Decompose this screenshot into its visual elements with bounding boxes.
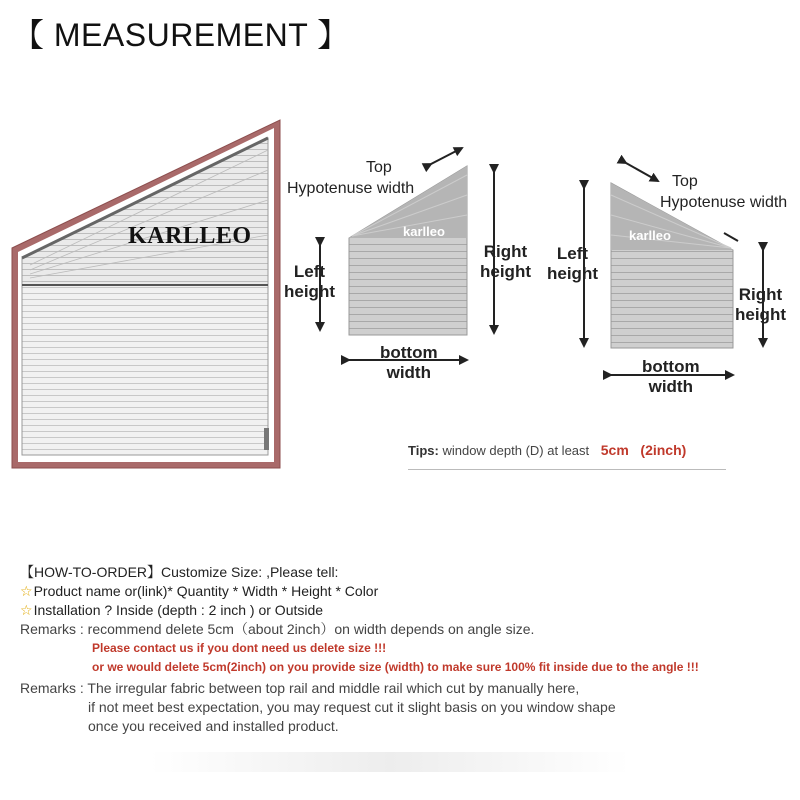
top-label-2: Top (672, 173, 698, 190)
hypotenuse-arrow-1 (431, 148, 462, 164)
star-icon: ☆ (20, 602, 33, 618)
tips-value-inch: (2inch) (640, 442, 687, 458)
brand-small-1: karlleo (403, 224, 445, 239)
left-height-label-1: Left height (284, 262, 335, 301)
left-height-label-2: Left height (547, 244, 598, 283)
top-label-1: Top (366, 159, 392, 176)
right-height-label-2: Right height (735, 285, 786, 324)
warning-contact: Please contact us if you dont need us delete size !!! (92, 641, 387, 655)
order-heading: 【HOW-TO-ORDER】Customize Size: ,Please tell: (20, 564, 339, 580)
tips-underline (408, 469, 726, 470)
faint-smudge (150, 752, 630, 772)
page-title: 【 MEASUREMENT 】 (12, 17, 350, 53)
remark-fabric-3: once you received and installed product. (88, 718, 339, 734)
tips-text: window depth (D) at least (442, 443, 590, 458)
warning-delete: or we would delete 5cm(2inch) on you provide size (width) to make sure 100% fit inside due to the angle !!! (92, 660, 699, 674)
hypotenuse-label-2: Hypotenuse width (660, 194, 788, 211)
remark-fabric: Remarks : The irregular fabric between top rail and middle rail which cut by manually here, (20, 680, 580, 696)
remark-delete-width: Remarks : recommend delete 5cm（about 2inch）on width depends on angle size. (20, 621, 535, 637)
bottom-width-label-1: bottom width (380, 343, 438, 382)
order-line-installation: ☆Installation ? Inside (depth : 2 inch ) or Outside (20, 602, 324, 618)
bottom-width-label-2: bottom width (642, 357, 700, 396)
hypotenuse-arrow-2 (626, 163, 658, 181)
remark-fabric-2: if not meet best expectation, you may request cut it slight basis on you window shape (88, 699, 616, 715)
order-line-product: ☆Product name or(link)* Quantity * Width * Height * Color (20, 583, 379, 599)
tips-value: 5cm (600, 442, 629, 458)
tips-note (408, 442, 728, 472)
hypotenuse-arrow-2b (724, 233, 738, 241)
right-height-label-1: Right height (480, 242, 531, 281)
hypotenuse-label-1: Hypotenuse width (287, 180, 415, 197)
star-icon: ☆ (20, 583, 33, 599)
brand-small-2: karlleo (629, 228, 671, 243)
tips-label: Tips: (408, 443, 439, 458)
how-to-order-section (20, 563, 795, 736)
brand-label: KARLLEO (128, 223, 252, 249)
